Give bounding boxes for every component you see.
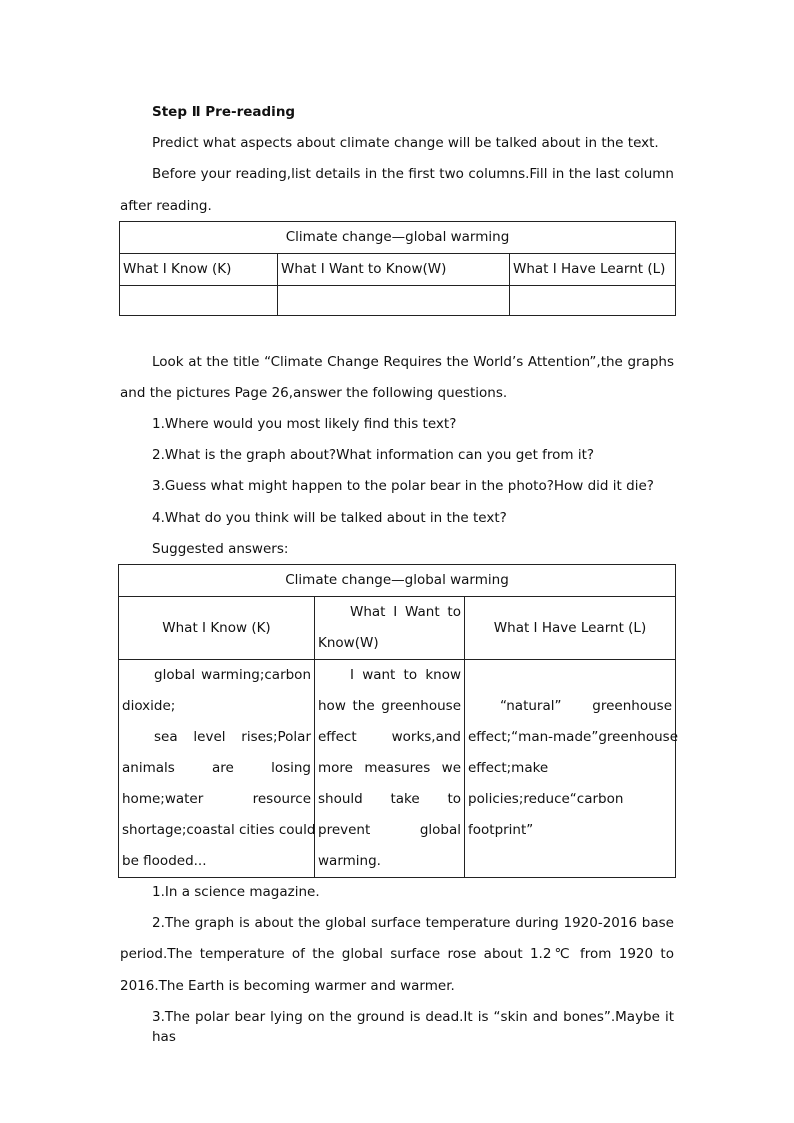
kwl-table-blank — [119, 221, 676, 316]
want-line: should take to — [318, 791, 461, 807]
kwl-cell-want[interactable] — [278, 286, 510, 316]
suggested-answers-label: Suggested answers: — [152, 541, 289, 557]
answers-cell-know — [119, 660, 315, 878]
kwl-header-know: What I Know (K) — [120, 254, 278, 286]
question-4: 4.What do you think will be talked about in the text? — [152, 510, 507, 526]
step-heading: Step Ⅱ Pre-reading — [152, 104, 296, 120]
answers-cell-learnt — [465, 660, 679, 878]
want-line: warming. — [318, 853, 381, 869]
kwl-cell-know[interactable] — [120, 286, 278, 316]
learnt-line: policies;reduce“carbon — [468, 791, 624, 807]
look-line-1: Look at the title “Climate Change Requires the World’s Attention”,the graphs — [152, 354, 674, 370]
know-line: be flooded... — [122, 853, 207, 869]
instruction-line-2: after reading. — [120, 198, 212, 214]
know-line: shortage;coastal cities could — [122, 822, 316, 838]
want-line: I want to know — [350, 667, 461, 683]
kwl-table-answers — [118, 564, 679, 878]
answers-header-know: What I Know (K) — [119, 597, 315, 660]
question-3: 3.Guess what might happen to the polar bear in the photo?How did it die? — [152, 478, 654, 494]
answers-header-want — [315, 597, 465, 660]
answer-2-line-1: 2.The graph is about the global surface temperature during 1920-2016 base — [152, 915, 674, 931]
answers-table-title: Climate change—global warming — [119, 565, 676, 597]
answers-header-learnt: What I Have Learnt (L) — [465, 597, 676, 660]
know-line: animals are losing — [122, 760, 311, 776]
want-line: more measures we — [318, 760, 461, 776]
kwl-header-learnt: What I Have Learnt (L) — [510, 254, 676, 286]
want-line: how the greenhouse — [318, 698, 461, 714]
question-2: 2.What is the graph about?What information can you get from it? — [152, 447, 595, 463]
learnt-line: “natural” greenhouse — [500, 698, 673, 714]
learnt-line: footprint” — [468, 822, 534, 838]
want-line: effect works,and — [318, 729, 461, 745]
answer-1: 1.In a science magazine. — [152, 884, 320, 900]
learnt-line: effect;make — [468, 760, 549, 776]
kwl-header-want: What I Want to Know(W) — [278, 254, 510, 286]
learnt-line: effect;“man-made”greenhouse — [468, 729, 679, 745]
kwl-cell-learnt[interactable] — [510, 286, 676, 316]
know-line: home;water resource — [122, 791, 311, 807]
answer-2-line-3: 2016.The Earth is becoming warmer and warmer. — [120, 978, 455, 994]
know-line: dioxide; — [122, 698, 176, 714]
answer-3-line-1: 3.The polar bear lying on the ground is dead.It is “skin and bones”.Maybe it has — [152, 1009, 674, 1045]
answers-cell-want — [315, 660, 465, 878]
answers-header-want-line2: Know(W) — [318, 635, 379, 651]
question-1: 1.Where would you most likely find this text? — [152, 416, 457, 432]
know-line: sea level rises;Polar — [154, 729, 311, 745]
kwl-table-title: Climate change—global warming — [120, 222, 676, 254]
predict-line: Predict what aspects about climate change will be talked about in the text. — [152, 135, 659, 151]
know-line: global warming;carbon — [154, 667, 311, 683]
answer-2-line-2: period.The temperature of the global surface rose about 1.2℃ from 1920 to — [120, 946, 674, 962]
instruction-line-1: Before your reading,list details in the first two columns.Fill in the last column — [152, 166, 674, 182]
look-line-2: and the pictures Page 26,answer the following questions. — [120, 385, 508, 401]
answers-header-want-line1: What I Want to — [350, 604, 461, 620]
want-line: prevent global — [318, 822, 461, 838]
